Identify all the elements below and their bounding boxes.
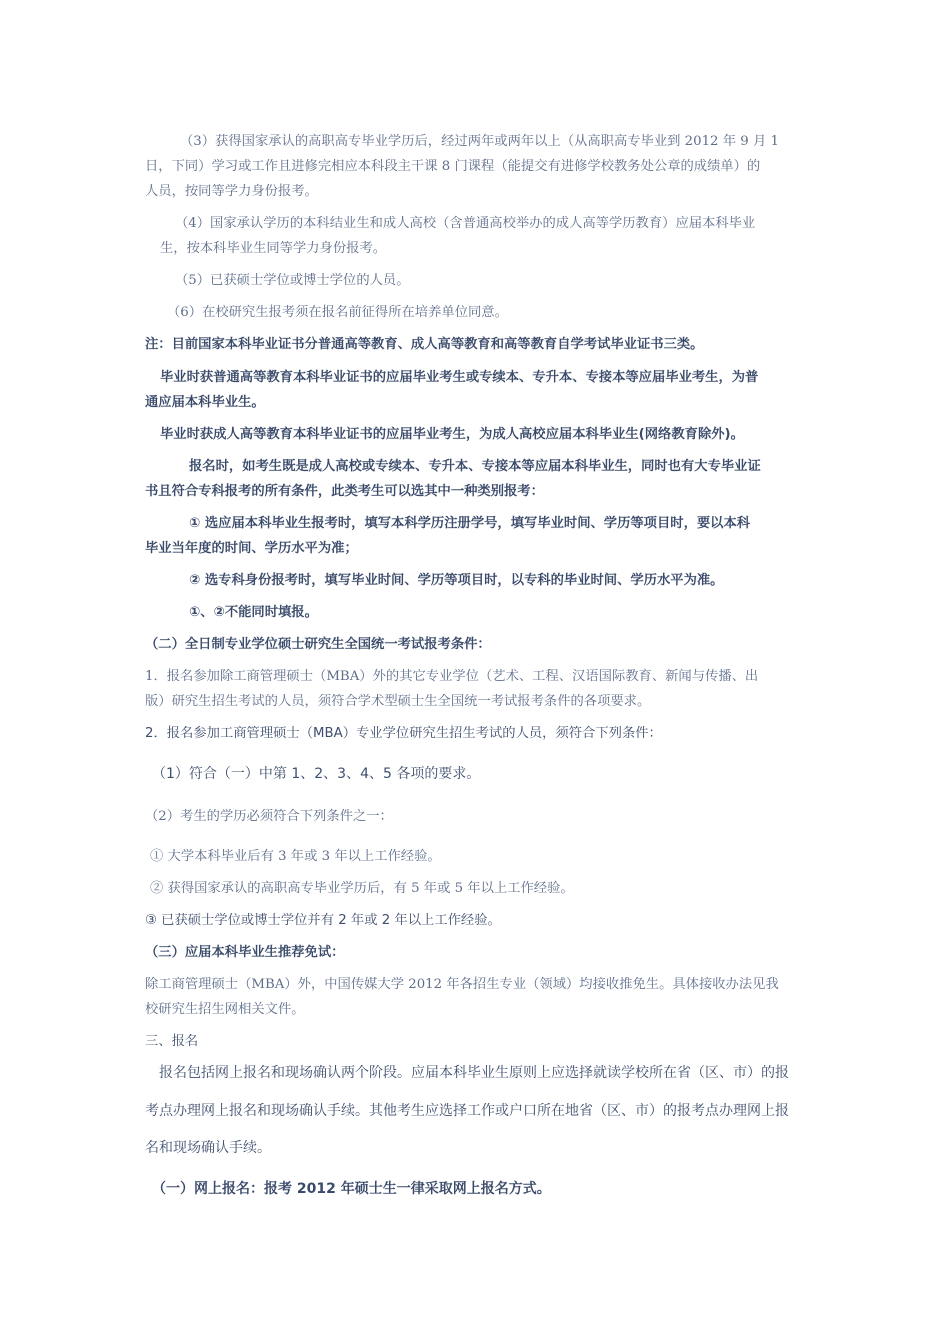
paragraph-ordinary-line-1: 毕业时获普通高等教育本科毕业证书的应届毕业考生或专续本、专升本、专接本等应届毕业考生，为普 (160, 370, 759, 385)
option-1-line-1: ① 选应届本科毕业生报考时，填写本科学历注册学号，填写毕业时间、学历等项目时，要以本科 (189, 516, 751, 531)
note-line: 注：目前国家本科毕业证书分普通高等教育、成人高等教育和高等教育自学考试毕业证书三类。 (145, 337, 704, 352)
option-2: ② 选专科身份报考时，填写毕业时间、学历等项目时，以专科的毕业时间、学历水平为准。 (189, 573, 724, 588)
paragraph-3-line-2: 日，下同）学习或工作且进修完相应本科段主干课 8 门课程（能提交有进修学校教务处公章的成绩单）的 (145, 159, 761, 174)
experience-option-3: ③ 已获硕士学位或博士学位并有 2 年或 2 年以上工作经验。 (145, 913, 501, 928)
online-registration-heading: （一）网上报名：报考 2012 年硕士生一律采取网上报名方式。 (152, 1181, 551, 1197)
section-2-heading: （二）全日制专业学位硕士研究生全国统一考试报考条件： (145, 637, 491, 652)
part-3-heading: 三、报名 (145, 1034, 199, 1049)
option-1-line-2: 毕业当年度的时间、学历水平为准； (145, 541, 358, 556)
paragraph-3-line-1: （3）获得国家承认的高职高专毕业学历后，经过两年或两年以上（从高职高专毕业到 2012 年 9 月 1 (180, 134, 779, 149)
paragraph-registration-line-2: 书且符合专科报考的所有条件，此类考生可以选其中一种类别报考： (145, 484, 544, 499)
item-2-condition-2: （2）考生的学历必须符合下列条件之一： (145, 809, 393, 824)
option-exclusive-note: ①、②不能同时填报。 (189, 605, 318, 620)
paragraph-3-line-3: 人员，按同等学力身份报考。 (145, 184, 318, 199)
registration-intro-line-1: 报名包括网上报名和现场确认两个阶段。应届本科毕业生原则上应选择就读学校所在省（区、市）的报 (159, 1065, 789, 1081)
item-1-line-1: 1．报名参加除工商管理硕士（MBA）外的其它专业学位（艺术、工程、汉语国际教育、新闻与传播、出 (145, 669, 759, 684)
experience-option-1: ① 大学本科毕业后有 3 年或 3 年以上工作经验。 (150, 849, 441, 864)
paragraph-4-line-2: 生，按本科毕业生同等学力身份报考。 (160, 241, 387, 256)
item-2-condition-1: （1）符合（一）中第 1、2、3、4、5 各项的要求。 (152, 766, 481, 782)
paragraph-5: （5）已获硕士学位或博士学位的人员。 (175, 273, 410, 288)
paragraph-6: （6）在校研究生报考须在报名前征得所在培养单位同意。 (167, 305, 508, 320)
registration-intro-line-2: 考点办理网上报名和现场确认手续。其他考生应选择工作或户口所在地省（区、市）的报考点办理网上报 (145, 1103, 789, 1119)
registration-intro-line-3: 名和现场确认手续。 (145, 1140, 271, 1156)
section-3-heading: （三）应届本科毕业生推荐免试： (145, 945, 345, 960)
paragraph-4-line-1: （4）国家承认学历的本科结业生和成人高校（含普通高校举办的成人高等学历教育）应届本科毕业 (175, 216, 756, 231)
item-2: 2．报名参加工商管理硕士（MBA）专业学位研究生招生考试的人员，须符合下列条件： (145, 726, 662, 741)
recommendation-line-1: 除工商管理硕士（MBA）外，中国传媒大学 2012 年各招生专业（领域）均接收推免生。具体接收办法见我 (145, 977, 779, 992)
recommendation-line-2: 校研究生招生网相关文件。 (145, 1002, 305, 1017)
paragraph-registration-line-1: 报名时，如考生既是成人高校或专续本、专升本、专接本等应届本科毕业生，同时也有大专毕业证 (189, 459, 761, 474)
paragraph-adult: 毕业时获成人高等教育本科毕业证书的应届毕业考生，为成人高校应届本科毕业生(网络教育除外)。 (160, 427, 744, 442)
experience-option-2: ② 获得国家承认的高职高专毕业学历后，有 5 年或 5 年以上工作经验。 (150, 881, 574, 896)
paragraph-ordinary-line-2: 通应届本科毕业生。 (145, 395, 265, 410)
item-1-line-2: 版）研究生招生考试的人员，须符合学术型硕士生全国统一考试报考条件的各项要求。 (145, 694, 651, 709)
